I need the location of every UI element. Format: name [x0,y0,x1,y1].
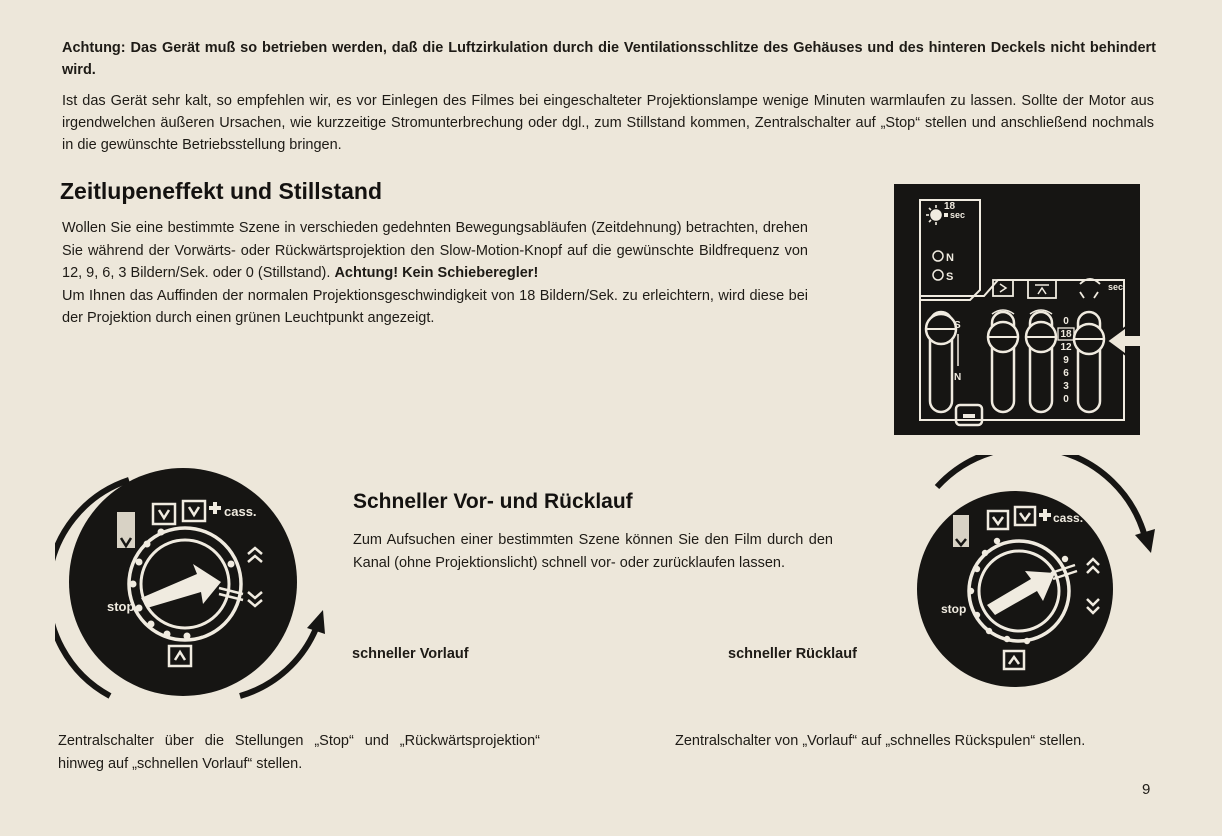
dial-forward-illustration [55,468,345,718]
speed-label: 0 [1063,316,1069,327]
lamp-icon [926,205,941,225]
slider-label-top: S [954,320,961,331]
heading-zeitlupe: Zeitlupeneffekt und Stillstand [60,178,383,204]
caption-forward: Zentralschalter über die Stellungen „Stop“ und „Rückwärtsprojektion“ hinweg auf „schnellen Vorlauf“ stellen. [58,733,540,772]
rotation-arrowhead-right [1135,529,1155,553]
indicator-s-label: S [946,271,954,283]
speed-label: 0 [1063,394,1069,405]
projector-icon [117,512,135,548]
control-panel-svg [894,184,1140,435]
speed-scale [1060,316,1072,405]
lamp-unit: sec [950,210,966,220]
speed-label: 18 [1060,329,1072,340]
lamp-label: 18 [944,201,956,212]
control-panel-illustration [894,184,1140,435]
dial-rewind-illustration [915,455,1165,695]
label-schneller-vorlauf: schneller Vorlauf [352,646,469,662]
speed-unit-label: sec [1108,282,1124,292]
dial-cass-label: cass. [1053,511,1084,525]
fast-paragraph: Zum Aufsuchen einer bestimmten Szene können Sie den Film durch den Kanal (ohne Projektionslicht) schnell vor- oder zurücklaufen lassen. [353,532,833,571]
slider-label-bottom: N [954,372,962,383]
dial-stop-label: stop [107,599,135,614]
slowmo-warning: Achtung! Kein Schieberegler! [334,265,539,281]
dial-cass-label: cass. [224,504,257,519]
indicator-s-icon [933,270,943,280]
speed-label: 6 [1063,368,1069,379]
dial-stop-label: stop [941,602,967,616]
indicator-n-icon [933,251,943,261]
slowmo-paragraph [62,217,808,330]
caption-rewind: Zentralschalter von „Vorlauf“ auf „schnelles Rückspulen“ stellen. [675,733,1086,749]
pointer-arrow-icon [1107,327,1140,355]
indicator-n-label: N [946,252,954,264]
warning-bold-text: Achtung: Das Gerät muß so betrieben werden, daß die Luftzirkulation durch die Ventilationsschlitze des Gehäuses und des hinteren Deckels nicht behindert wird. [62,40,1156,78]
speed-label: 9 [1063,355,1069,366]
heading-schneller-lauf: Schneller Vor- und Rücklauf [353,490,633,513]
label-schneller-ruecklauf: schneller Rücklauf [728,646,857,662]
rotation-arrowhead-left [307,610,325,634]
speed-label: 12 [1060,342,1072,353]
page-number: 9 [1142,781,1151,798]
slowmo-text-part2: Um Ihnen das Auffinden der normalen Projektionsgeschwindigkeit von 18 Bildern/Sek. zu erleichtern, wird diese bei der Projektion durch einen grünen Leuchtpunkt angezeigt. [62,287,808,326]
projector-icon [953,515,969,547]
lamp-dot [944,213,948,217]
intro-paragraph: Ist das Gerät sehr kalt, so empfehlen wir, es vor Einlegen des Filmes bei eingeschalteter Projektionslampe wenige Minuten warmlaufen zu lassen. Sollte der Motor aus irgendwelchen äußeren Ursachen, wie kurzzeitige Stromunterbrechung oder dgl., zum Stillstand kommen, Zentralschalter auf „Stop“ stellen und anschließend nochmals in die gewünschte Betriebsstellung bringen. [62,93,1154,153]
speed-label: 3 [1063,381,1069,392]
slowmo-text-part1: Wollen Sie eine bestimmte Szene in verschieden gedehnten Bewegungsabläufen (Zeitdehnung) betrachten, drehen Sie während der Vorwärts- oder Rückwärtsprojektion den Slow-Motion-Knopf auf die gewünschte Bildfrequenz von 12, 9, 6, 3 Bildern/Sek. oder 0 (Stillstand). [62,220,808,281]
